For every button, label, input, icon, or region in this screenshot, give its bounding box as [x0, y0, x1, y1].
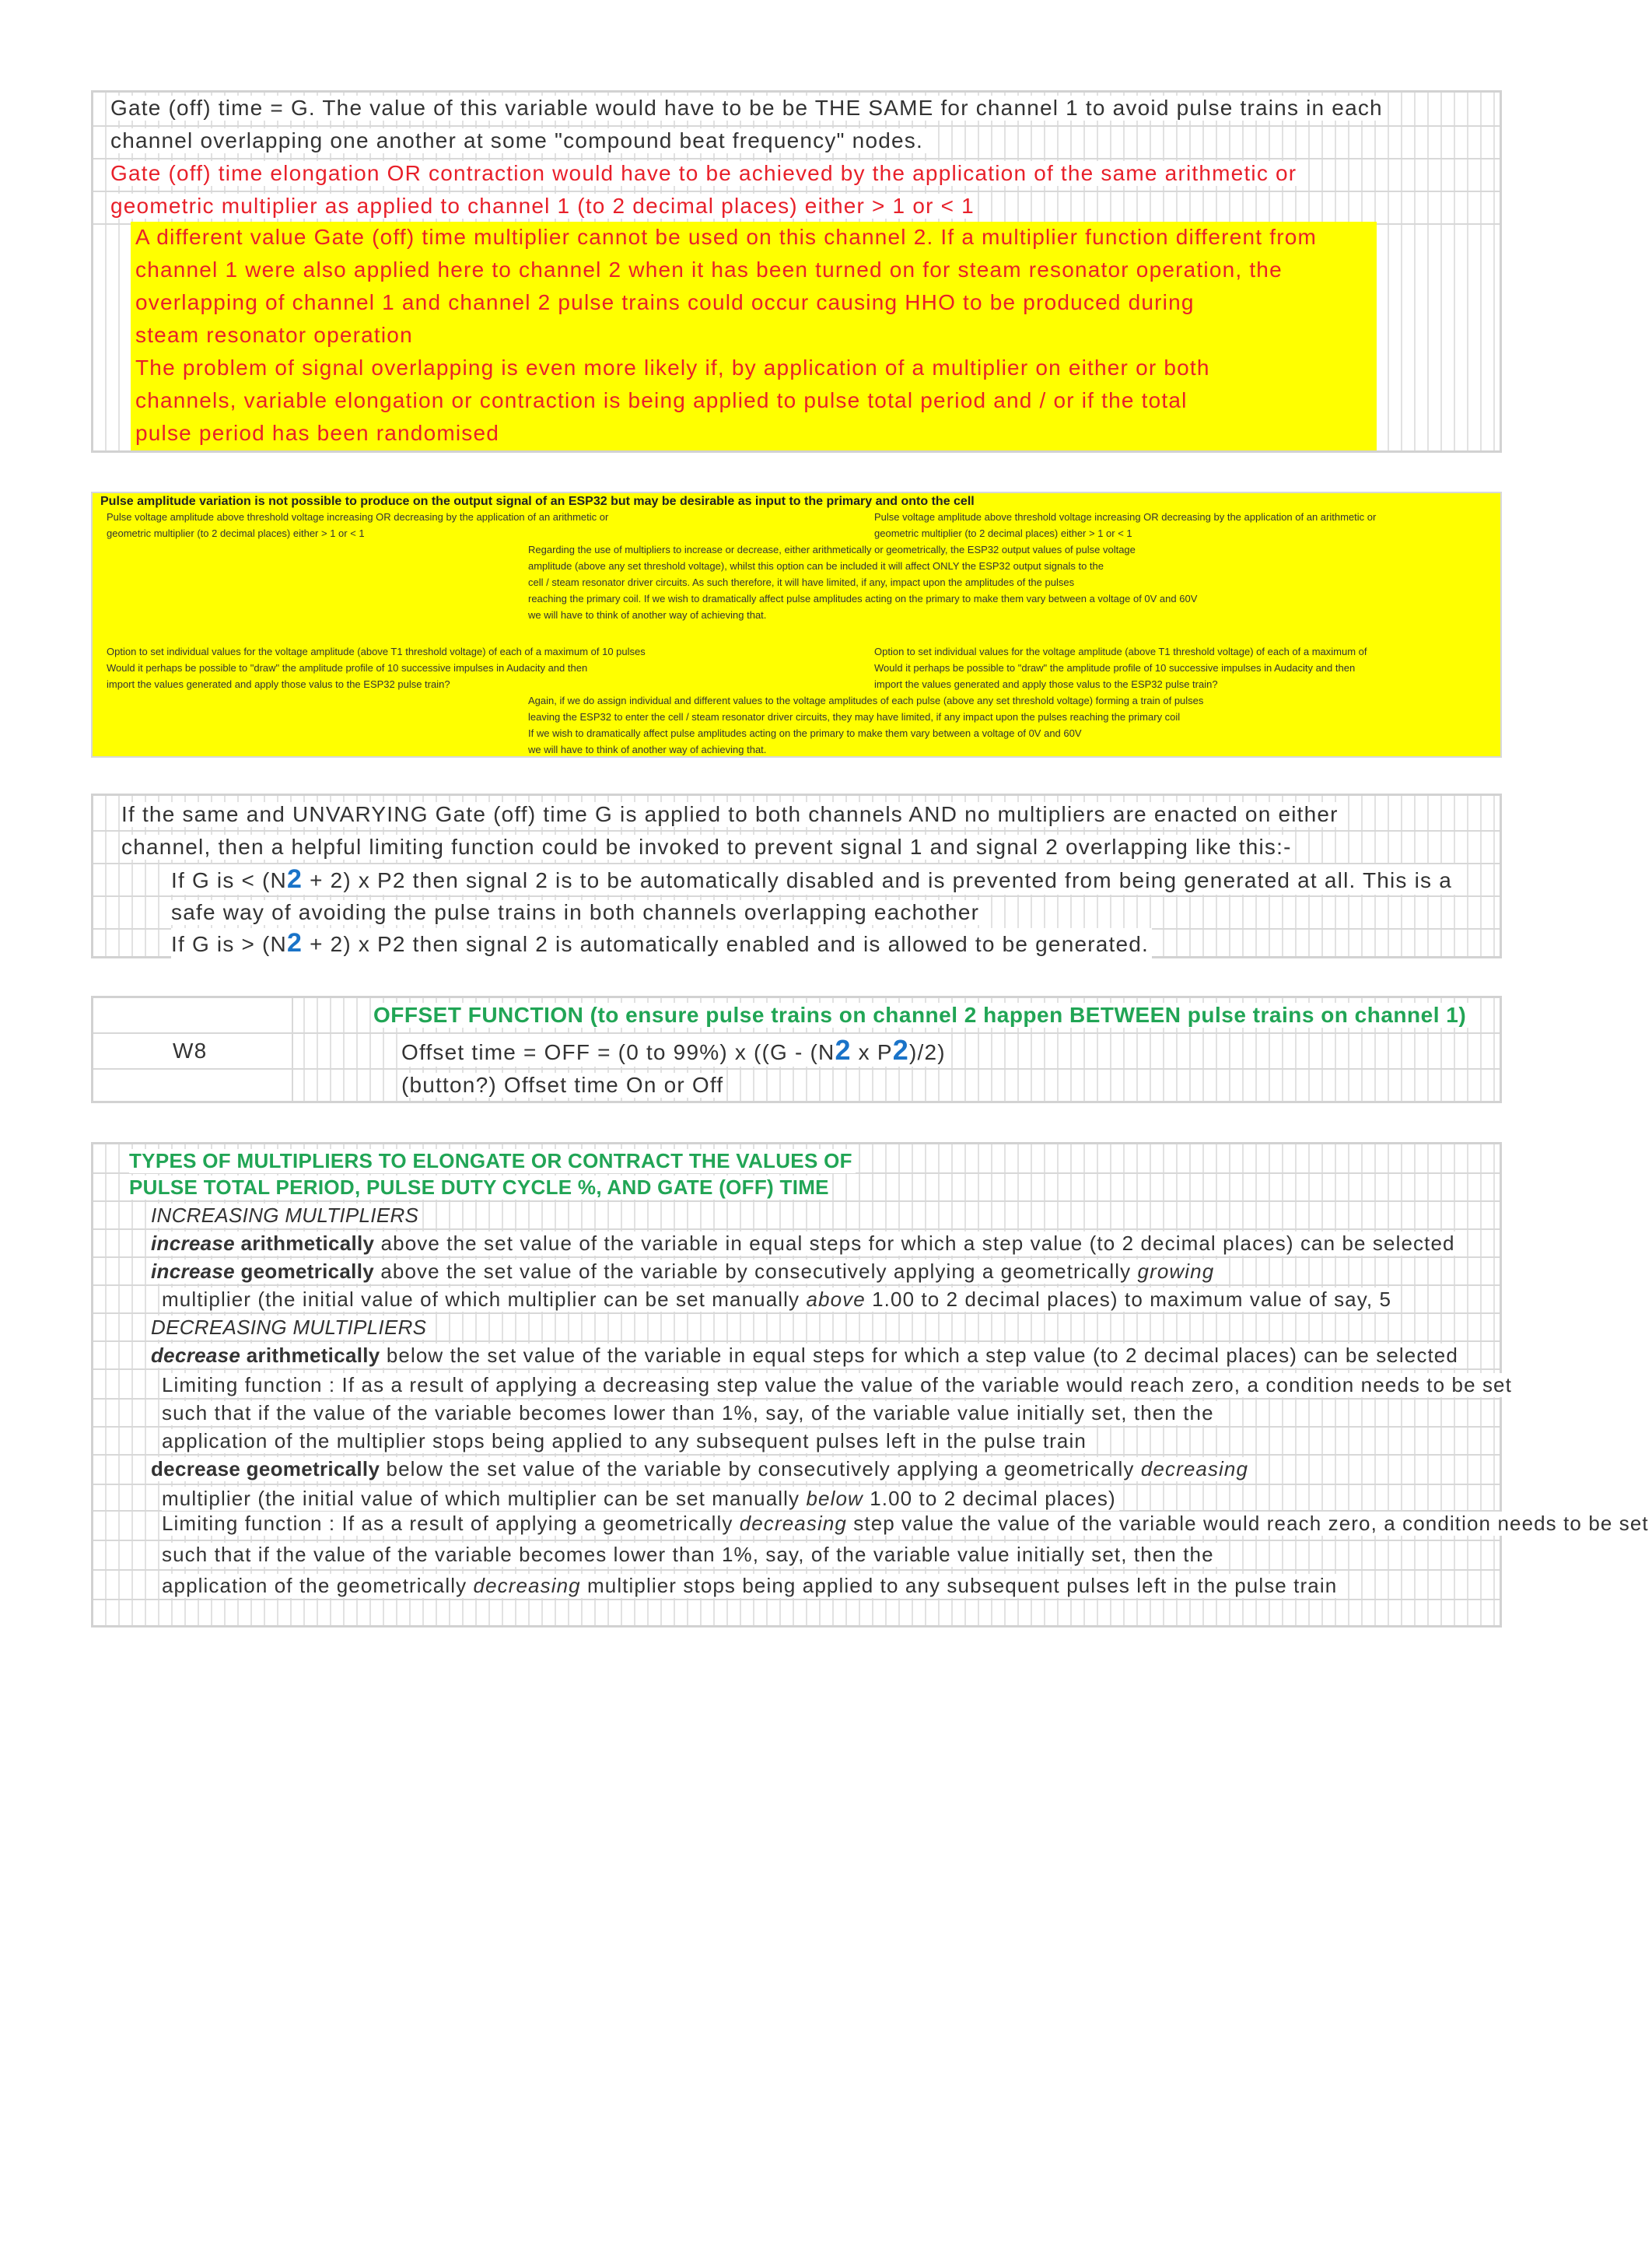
- dec-arith-type: arithmetically: [240, 1344, 380, 1367]
- inc-geo-desc: above the set value of the variable by consecutively applying a geometrically: [374, 1260, 1138, 1283]
- mult-row-lim1-c: [93, 1426, 1500, 1456]
- dec-arith-word: decrease: [151, 1344, 241, 1367]
- amplitude-heading: Pulse amplitude variation is not possible to produce on the output signal of an ESP32 but may be desirable as input to the primary and onto the cell: [100, 495, 975, 508]
- amp-mid-b-1: Again, if we do assign individual and different values to the voltage amplitudes of each pulse (above any set threshold voltage) forming a train of pulses: [528, 695, 1204, 706]
- gate-warning-row-3: [93, 287, 1500, 320]
- dec-geo-desc: below the set value of the variable by consecutively applying a geometrically: [380, 1457, 1141, 1480]
- warning-line-6: channels, variable elongation or contraction is being applied to pulse total period and / or if the total: [135, 388, 1188, 412]
- offset-row-title: [93, 998, 1500, 1034]
- dec-geo-cont-b: 1.00 to 2 decimal places): [863, 1487, 1116, 1510]
- mult-row-inc-geo-cont: [93, 1284, 1500, 1314]
- gate-row-3: [93, 158, 1500, 192]
- dec-arith-desc: below the set value of the variable in equal steps for which a step value (to 2 decimal places) can be selected: [380, 1344, 1458, 1367]
- limit-row-1: [93, 796, 1500, 832]
- condition-disable-cont: safe way of avoiding the pulse trains in both channels overlapping eachother: [171, 900, 982, 925]
- amp-left-b-3: import the values generated and apply those valus to the ESP32 pulse train?: [107, 678, 450, 690]
- offset-title: OFFSET FUNCTION (to ensure pulse trains on channel 2 happen BETWEEN pulse trains on channel 1): [373, 1003, 1469, 1028]
- decreasing-header: DECREASING MULTIPLIERS: [151, 1316, 429, 1340]
- mult-row-dec-arith: [93, 1340, 1500, 1370]
- amp-right-a-2: geometric multiplier (to 2 decimal places) either > 1 or < 1: [874, 527, 1132, 539]
- gate-warning-row-5: [93, 352, 1500, 385]
- gate-line-3: Gate (off) time elongation OR contraction would have to be achieved by the application of the same arithmetic or: [110, 161, 1300, 186]
- inc-arith-desc: above the set value of the variable in equal steps for which a step value (to 2 decimal places) can be selected: [374, 1232, 1455, 1255]
- formula-pre: Offset time = OFF = (0 to 99%) x ((G - (N: [401, 1040, 835, 1064]
- amp-right-b-3: import the values generated and apply those valus to the ESP32 pulse train?: [874, 678, 1218, 690]
- mult-row-dec-geo: [93, 1454, 1500, 1485]
- decrease-geometric-cont: [162, 1487, 1119, 1511]
- gate-time-block: [91, 90, 1502, 453]
- gate-row-1: [93, 93, 1500, 127]
- increase-geometric: [151, 1260, 1217, 1284]
- limiting-1-line-3: application of the multiplier stops being applied to any subsequent pulses left in the pulse train: [162, 1429, 1090, 1453]
- inc-geo-type: geometrically: [234, 1260, 374, 1283]
- amp-mid-b-4: we will have to think of another way of achieving that.: [528, 744, 767, 755]
- multipliers-block: [91, 1142, 1649, 1628]
- limit-row-5: [93, 928, 1500, 959]
- inc-geo-cont-b: 1.00 to 2 decimal places) to maximum value of say, 5: [865, 1288, 1392, 1311]
- gate-line-1: Gate (off) time = G. The value of this variable would have to be be THE SAME for channel 1 to avoid pulse trains in each: [110, 96, 1386, 121]
- offset-row-button: [93, 1068, 1500, 1101]
- lim2-g: multiplier stops being applied to any subsequent pulses left in the pulse train: [580, 1574, 1338, 1597]
- multipliers-title-1: TYPES OF MULTIPLIERS TO ELONGATE OR CONTRACT THE VALUES OF: [129, 1149, 856, 1173]
- mult-row-lim2-c: [93, 1569, 1500, 1600]
- warning-line-5: The problem of signal overlapping is even more likely if, by application of a multiplier on either or both: [135, 356, 1210, 380]
- inc-geo-cont-a: multiplier (the initial value of which multiplier can be set manually: [162, 1288, 807, 1311]
- mult-row-inc-geo: [93, 1256, 1500, 1286]
- offset-formula: [401, 1034, 949, 1067]
- amp-mid-a-1: Regarding the use of multipliers to increase or decrease, either arithmetically or geometrically, the ESP32 output values of pulse voltage: [528, 544, 1136, 555]
- limit-line-1: If the same and UNVARYING Gate (off) time G is applied to both channels AND no multipliers are enacted on either: [121, 802, 1342, 827]
- mult-row-inc-arith: [93, 1228, 1500, 1258]
- amp-left-a-2: geometric multiplier (to 2 decimal places) either > 1 or < 1: [107, 527, 365, 539]
- lim2-e: application of the geometrically: [162, 1574, 474, 1597]
- lim2-decreasing-2: decreasing: [473, 1574, 581, 1597]
- increase-geometric-cont: [162, 1288, 1395, 1312]
- limit-row-2: [93, 830, 1500, 864]
- mult-row-lim1-a: [93, 1368, 1512, 1400]
- limiting-1-line-1: Limiting function : If as a result of applying a decreasing step value the value of the variable would reach zero, a condition needs to be set: [162, 1373, 1515, 1397]
- limit-line-2: channel, then a helpful limiting function could be invoked to prevent signal 1 and signal 2 overlapping like this:-: [121, 835, 1295, 860]
- gate-warning-row-1: [93, 222, 1500, 254]
- inc-arith-type: arithmetically: [234, 1232, 375, 1255]
- multipliers-title-2: PULSE TOTAL PERIOD, PULSE DUTY CYCLE %, AND GATE (OFF) TIME: [129, 1176, 832, 1200]
- limiting-2-line-3: [162, 1574, 1340, 1598]
- amp-left-a-1: Pulse voltage amplitude above threshold voltage increasing OR decreasing by the application of an arithmetic or: [107, 511, 609, 523]
- inc-arith-word: increase: [151, 1232, 235, 1255]
- limiting-block: [91, 794, 1502, 958]
- amp-mid-a-2: amplitude (above any set threshold voltage), whilst this option can be included it will affect ONLY the ESP32 output signals to the: [528, 560, 1104, 572]
- amp-left-b-2: Would it perhaps be possible to "draw" the amplitude profile of 10 successive impulses in Audacity and then: [107, 662, 588, 674]
- cond1-pre: If G is < (N: [171, 868, 287, 892]
- limiting-2-line-1: [162, 1512, 1652, 1536]
- warning-line-1: A different value Gate (off) time multiplier cannot be used on this channel 2. If a multiplier function different from: [135, 225, 1318, 249]
- gate-row-4: [93, 191, 1500, 225]
- warning-line-4: steam resonator operation: [135, 323, 413, 347]
- amp-mid-a-5: we will have to think of another way of achieving that.: [528, 609, 767, 621]
- increasing-header: INCREASING MULTIPLIERS: [151, 1204, 422, 1228]
- offset-block: [91, 996, 1502, 1103]
- condition-enable: [171, 928, 1152, 958]
- mult-row-lim2-a: [93, 1510, 1649, 1541]
- amp-mid-b-3: If we wish to dramatically affect pulse amplitudes acting on the primary to make them vary between a voltage of 0V and 60V: [528, 727, 1082, 739]
- inc-geo-word: increase: [151, 1260, 235, 1283]
- mult-row-lim1-b: [93, 1398, 1500, 1428]
- formula-p-subscript: 2: [892, 1034, 909, 1066]
- pulse-amplitude-block: [91, 492, 1502, 758]
- gate-warning-row-6: [93, 385, 1500, 418]
- offset-row-formula: [93, 1032, 1500, 1070]
- amp-mid-a-3: cell / steam resonator driver circuits. As such therefore, it will have limited, if any, impact upon the amplitudes of the pulses: [528, 576, 1075, 588]
- lim2-decreasing: decreasing: [739, 1512, 847, 1535]
- amp-right-a-1: Pulse voltage amplitude above threshold voltage increasing OR decreasing by the application of an arithmetic or: [874, 511, 1377, 523]
- limit-row-4: [93, 895, 1500, 930]
- mult-row-inc-header: [93, 1200, 1500, 1230]
- dec-geo-cont-a: multiplier (the initial value of which multiplier can be set manually: [162, 1487, 807, 1510]
- mult-row-title-1: [93, 1144, 1500, 1174]
- amp-mid-a-4: reaching the primary coil. If we wish to dramatically affect pulse amplitudes acting on the primary to make them vary between a voltage of 0V and 60V: [528, 593, 1198, 604]
- amp-left-b-1: Option to set individual values for the voltage amplitude (above T1 threshold voltage) of each of a maximum of 10 pulses: [107, 646, 646, 657]
- decrease-geometric: [151, 1457, 1251, 1481]
- formula-post: )/2): [908, 1040, 946, 1064]
- gate-warning-row-4: [93, 320, 1500, 352]
- gate-warning-row-7: [93, 418, 1500, 450]
- dec-geo-type: decrease geometrically: [151, 1457, 380, 1480]
- cond1-post: + 2) x P2 then signal 2 is to be automatically disabled and is prevented from being generated at all. This is a: [303, 868, 1452, 892]
- mult-row-dec-header: [93, 1312, 1500, 1342]
- limiting-2-line-2: such that if the value of the variable becomes lower than 1%, say, of the variable value initially set, then the: [162, 1543, 1217, 1567]
- increase-arithmetic: [151, 1232, 1458, 1256]
- cond2-pre: If G is > (N: [171, 932, 287, 956]
- formula-n-subscript: 2: [835, 1034, 852, 1066]
- formula-mid: x P: [851, 1040, 893, 1064]
- gate-line-2: channel overlapping one another at some "compound beat frequency" nodes.: [110, 128, 926, 153]
- dec-geo-below: below: [806, 1487, 863, 1510]
- amp-mid-b-2: leaving the ESP32 to enter the cell / steam resonator driver circuits, they may have limited, if any impact upon the pulses reaching the primary coil: [528, 711, 1181, 723]
- limiting-1-line-2: such that if the value of the variable becomes lower than 1%, say, of the variable value initially set, then the: [162, 1401, 1217, 1425]
- decrease-arithmetic: [151, 1344, 1461, 1368]
- mult-row-dec-geo-cont: [93, 1484, 1500, 1512]
- inc-geo-growing: growing: [1137, 1260, 1215, 1283]
- amp-right-b-1: Option to set individual values for the voltage amplitude (above T1 threshold voltage) of each of a maximum of: [874, 646, 1367, 657]
- amp-right-b-2: Would it perhaps be possible to "draw" the amplitude profile of 10 successive impulses in Audacity and then: [874, 662, 1356, 674]
- warning-line-7: pulse period has been randomised: [135, 421, 500, 445]
- mult-row-title-2: [93, 1172, 1500, 1202]
- dec-geo-decreasing: decreasing: [1140, 1457, 1249, 1480]
- gate-warning-row-2: [93, 254, 1500, 287]
- lim2-c: step value the value of the variable would reach zero, a condition needs to be set: [846, 1512, 1649, 1535]
- mult-row-lim2-b: [93, 1540, 1500, 1571]
- gate-line-4: geometric multiplier as applied to channel 1 (to 2 decimal places) either > 1 or < 1: [110, 194, 978, 219]
- warning-line-2: channel 1 were also applied here to channel 2 when it has been turned on for steam resonator operation, the: [135, 258, 1283, 282]
- warning-line-3: overlapping of channel 1 and channel 2 pulse trains could occur causing HHO to be produced during: [135, 290, 1195, 314]
- gate-row-2: [93, 125, 1500, 159]
- cond1-subscript: 2: [286, 864, 303, 894]
- condition-disable: [171, 864, 1455, 895]
- offset-toggle-button[interactable]: (button?) Offset time On or Off: [401, 1073, 726, 1098]
- offset-row-label: W8: [173, 1039, 208, 1063]
- inc-geo-above: above: [806, 1288, 866, 1311]
- lim2-a: Limiting function : If as a result of applying a geometrically: [162, 1512, 740, 1535]
- cond2-subscript: 2: [286, 928, 303, 958]
- cond2-post: + 2) x P2 then signal 2 is automatically enabled and is allowed to be generated.: [303, 932, 1150, 956]
- limit-row-3: [93, 863, 1500, 897]
